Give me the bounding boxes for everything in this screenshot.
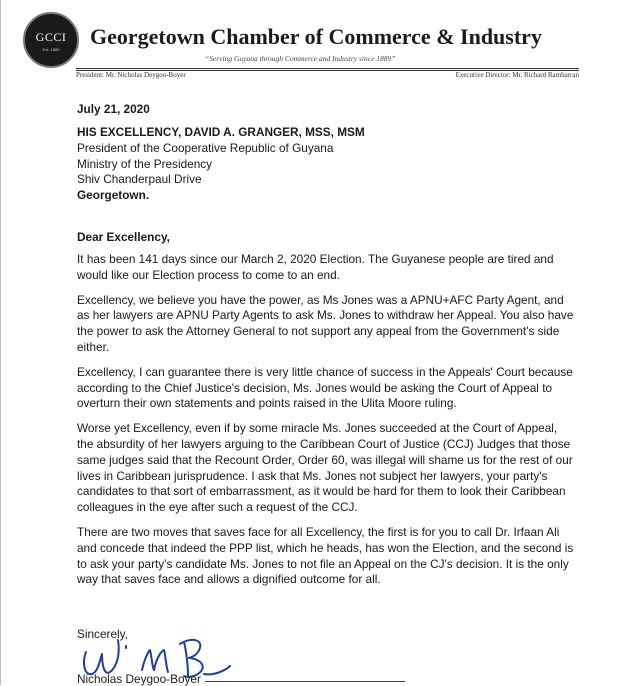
recipient-address: [77, 125, 574, 204]
signer-name: Nicholas Deygoo-Boyer: [77, 672, 201, 686]
president-line: President: Mr. Nicholas Deygoo-Boyer: [76, 71, 186, 79]
signature-line: [205, 681, 405, 682]
letter-body: [77, 252, 574, 597]
salutation: Dear Excellency,: [77, 230, 170, 244]
recipient-line-3: Shiv Chanderpaul Drive: [77, 172, 202, 187]
body-paragraph: Worse yet Excellency, even if by some miracle Ms. Jones succeeded at the Court of Appeal, the absurdity of her lawyers arguing to the Caribbean Court of Justice (CCJ) Judges that those same judges said that the Recount Order, Order 60, was illegal will shame us for the rest of our lives in Caribbean jurisprudence. I ask that Ms. Jones not subject her lawyers, your party's candidates to that sort of embarrassment, as it would be hard for them to look their Caribbean colleagues in the eye after such a request of the CCJ.: [77, 421, 573, 515]
executive-director-line: Executive Director: Mr. Richard Rambarran: [455, 71, 579, 79]
logo-established: Est. 1889: [42, 47, 60, 52]
recipient-line-1: President of the Cooperative Republic of Guyana: [77, 140, 334, 155]
closing: Sincerely,: [77, 627, 128, 641]
gcci-logo: [23, 12, 79, 68]
letter-date: July 21, 2020: [77, 102, 150, 116]
recipient-name: HIS EXCELLENCY, DAVID A. GRANGER, MSS, MSM: [77, 125, 365, 139]
organization-name: Georgetown Chamber of Commerce & Industry: [90, 24, 542, 49]
recipient-city: Georgetown.: [77, 188, 150, 203]
logo-abbreviation: GCCI: [35, 30, 67, 44]
header-rule: [76, 68, 579, 69]
recipient-line-2: Ministry of the Presidency: [77, 156, 213, 171]
organization-tagline: “Serving Guyana through Commerce and Industry since 1889”: [205, 54, 396, 63]
body-paragraph: There are two moves that saves face for all Excellency, the first is for you to call Dr. Irfaan Ali and concede that indeed the PPP list, which he heads, has won the Election, and the second is to ask your party's candidate Ms. Jones to not file an Appeal on the CJ's decision. It is the only way that saves face and allows a dignified outcome for all.: [77, 524, 574, 587]
body-paragraph: Excellency, I can guarantee there is very little chance of success in the Appeals' Court because according to the Chief Justice's decision, Ms. Jones would be asking the Court of Appeal to overturn their own statements and points raised in the Ulita Moore ruling.: [77, 364, 573, 411]
body-paragraph: Excellency, we believe you have the power, as Ms Jones was a APNU+AFC Party Agent, and as her lawyers are APNU Party Agents to ask Ms. Jones to withdraw her Appeal. You also have the power to ask the Attorney General to not support any appeal from the Government's side either.: [77, 292, 574, 354]
page-edge: [0, 0, 1, 685]
body-paragraph: It has been 141 days since our March 2, 2020 Election. The Guyanese people are tired and would like our Election process to come to an end.: [77, 252, 554, 282]
